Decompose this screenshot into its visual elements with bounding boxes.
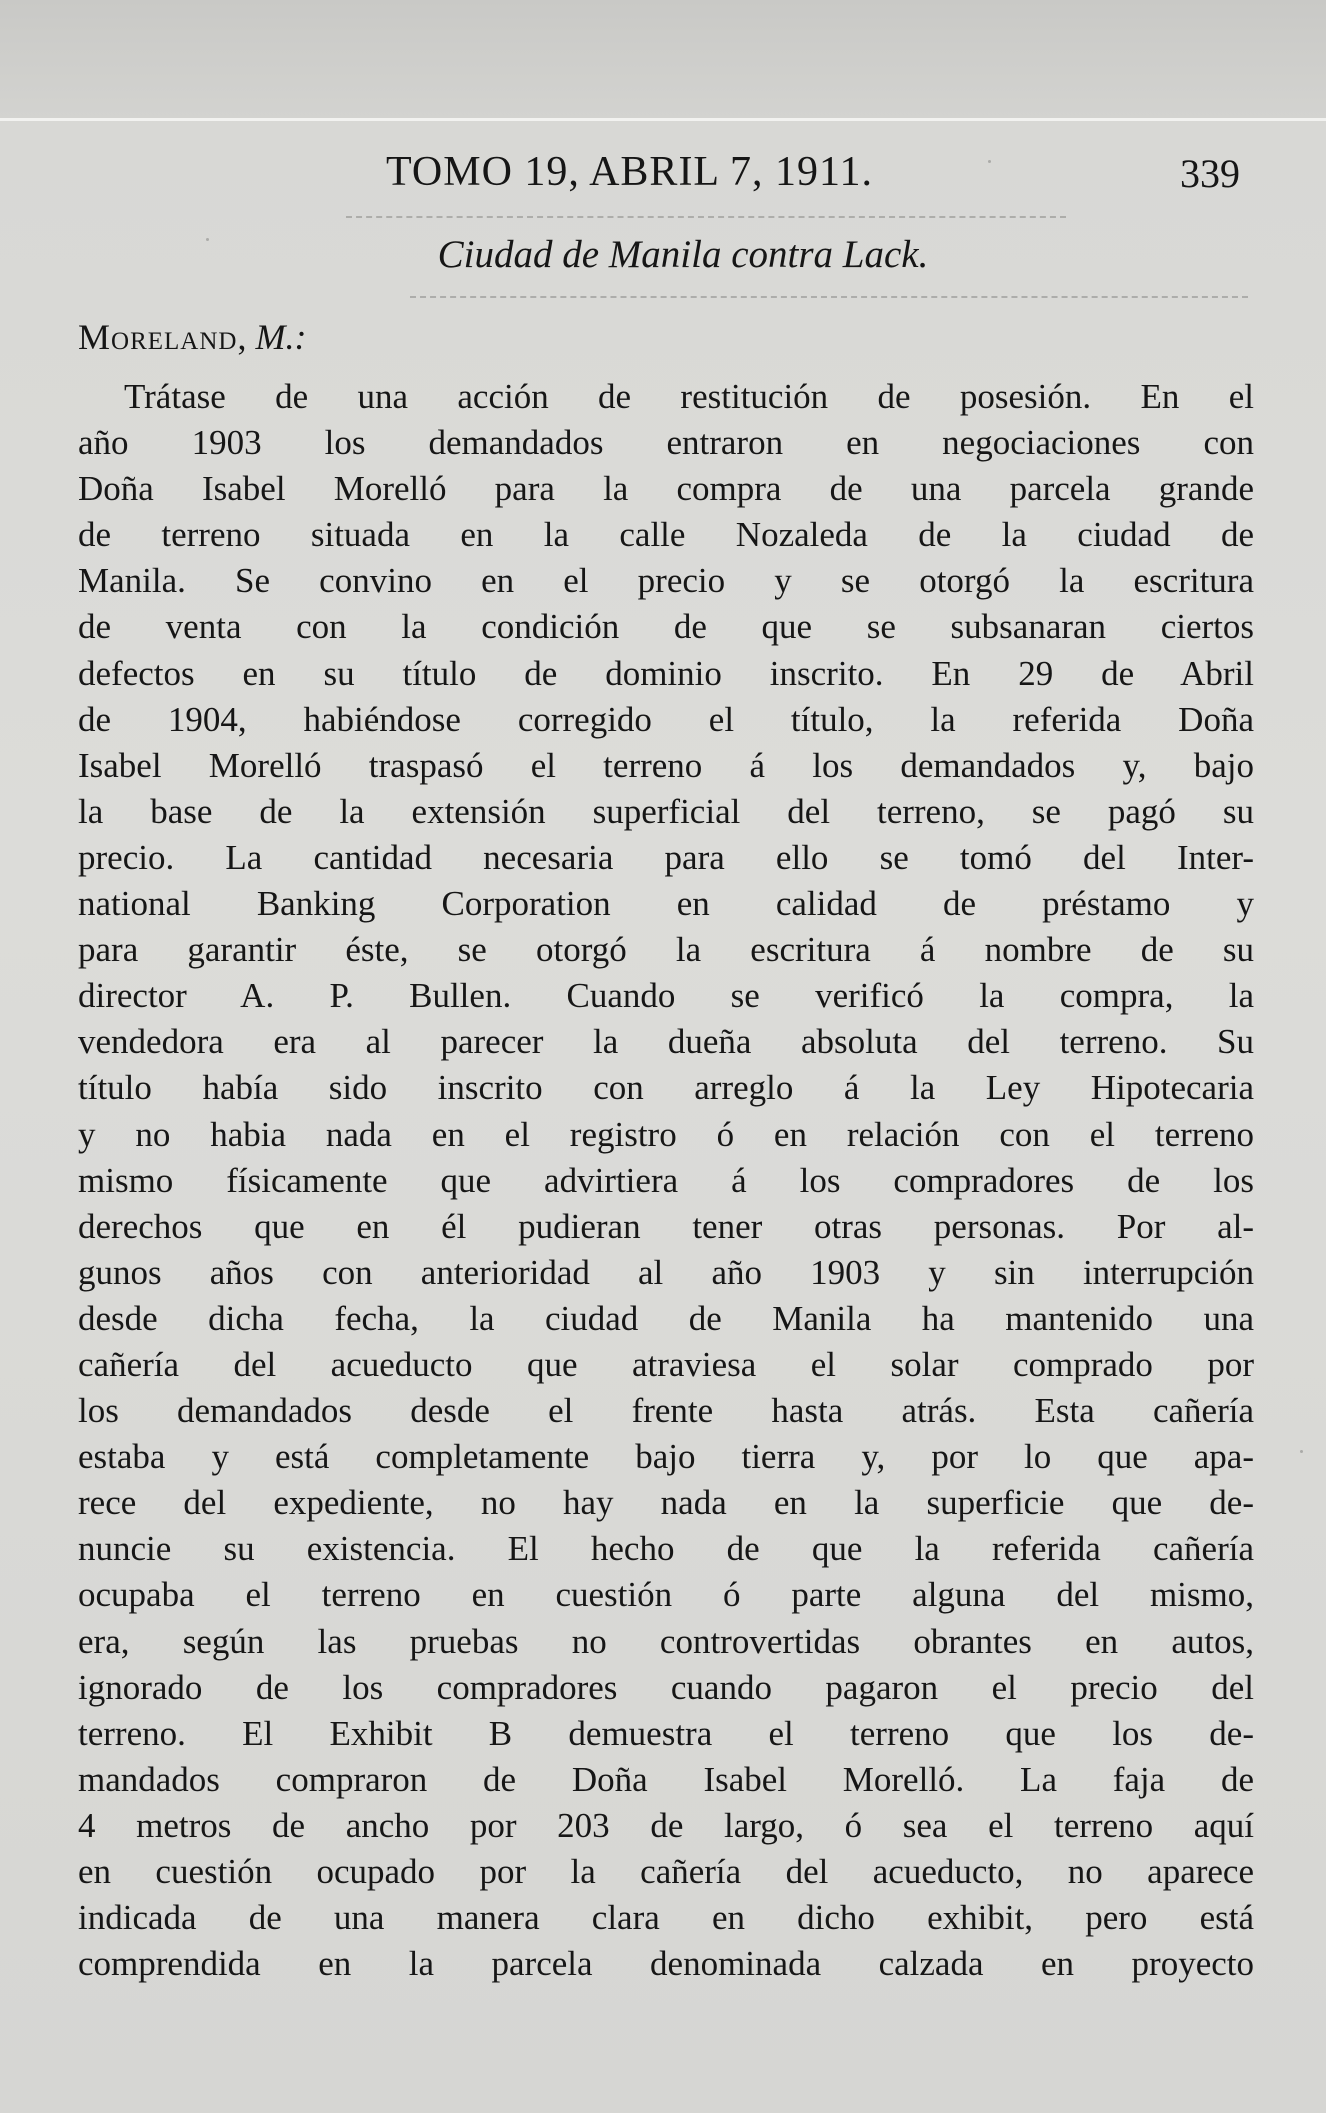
scan-speck bbox=[988, 160, 991, 163]
paragraph-line: mismo físicamente que advirtiera á los compradores de los bbox=[78, 1160, 1254, 1200]
paragraph-line: año 1903 los demandados entraron en negociaciones con bbox=[78, 423, 1254, 463]
paragraph-line: gunos años con anterioridad al año 1903 y sin interrupción bbox=[78, 1252, 1254, 1292]
running-title: TOMO 19, ABRIL 7, 1911. bbox=[386, 149, 873, 195]
paragraph-line: 4 metros de ancho por 203 de largo, ó sea el terreno aquí bbox=[78, 1805, 1254, 1845]
paragraph-line: precio. La cantidad necesaria para ello se tomó del Inter- bbox=[78, 837, 1254, 877]
case-title: Ciudad de Manila contra Lack. bbox=[437, 233, 929, 276]
running-header bbox=[0, 148, 1326, 208]
paragraph-line: Doña Isabel Morelló para la compra de una parcela grande bbox=[78, 469, 1254, 509]
opinion-author: Moreland, M.: bbox=[78, 317, 307, 357]
paragraph-line: desde dicha fecha, la ciudad de Manila ha mantenido una bbox=[78, 1298, 1254, 1338]
author-name: Moreland bbox=[78, 317, 238, 357]
opinion-paragraph bbox=[78, 374, 1254, 1987]
paragraph-line: estaba y está completamente bajo tierra y, por lo que apa- bbox=[78, 1437, 1254, 1477]
header-rule bbox=[346, 216, 1066, 218]
paragraph-line: terreno. El Exhibit B demuestra el terreno que los de- bbox=[78, 1713, 1254, 1753]
paragraph-line: ignorado de los compradores cuando pagaron el precio del bbox=[78, 1667, 1254, 1707]
page-number: 339 bbox=[1180, 151, 1240, 196]
scan-speck bbox=[1300, 1450, 1303, 1453]
paragraph-line: vendedora era al parecer la dueña absoluta del terreno. Su bbox=[78, 1022, 1254, 1062]
paragraph-line: Trátase de una acción de restitución de posesión. En el bbox=[124, 377, 1254, 416]
scan-speck bbox=[206, 238, 209, 241]
paragraph-line: era, según las pruebas no controvertidas obrantes en autos, bbox=[78, 1621, 1254, 1661]
paragraph-line: rece del expediente, no hay nada en la superficie que de- bbox=[78, 1483, 1254, 1523]
author-designation: M.: bbox=[255, 317, 307, 357]
paragraph-line: director A. P. Bullen. Cuando se verificó la compra, la bbox=[78, 976, 1254, 1016]
paragraph-line: de venta con la condición de que se subsanaran ciertos bbox=[78, 607, 1254, 647]
paragraph-line: nuncie su existencia. El hecho de que la referida cañería bbox=[78, 1529, 1254, 1569]
paragraph-line: título había sido inscrito con arreglo á la Ley Hipotecaria bbox=[78, 1068, 1254, 1108]
paragraph-line: comprendida en la parcela denominada calzada en proyecto bbox=[78, 1944, 1254, 1984]
paragraph-line: Manila. Se convino en el precio y se otorgó la escritura bbox=[78, 561, 1254, 601]
paragraph-line: cañería del acueducto que atraviesa el solar comprado por bbox=[78, 1344, 1254, 1384]
paragraph-line: y no habia nada en el registro ó en relación con el terreno bbox=[78, 1114, 1254, 1154]
paragraph-line: los demandados desde el frente hasta atrás. Esta cañería bbox=[78, 1391, 1254, 1431]
paragraph-line: para garantir éste, se otorgó la escritura á nombre de su bbox=[78, 930, 1254, 970]
paragraph-line: derechos que en él pudieran tener otras personas. Por al- bbox=[78, 1206, 1254, 1246]
paragraph-line: Isabel Morelló traspasó el terreno á los demandados y, bajo bbox=[78, 745, 1254, 785]
paragraph-line: de 1904, habiéndose corregido el título, la referida Doña bbox=[78, 699, 1254, 739]
paragraph-line: ocupaba el terreno en cuestión ó parte alguna del mismo, bbox=[78, 1575, 1254, 1615]
paragraph-line: la base de la extensión superficial del terreno, se pagó su bbox=[78, 791, 1254, 831]
title-rule bbox=[410, 296, 1248, 298]
paragraph-line: de terreno situada en la calle Nozaleda de la ciudad de bbox=[78, 515, 1254, 555]
paragraph-line: mandados compraron de Doña Isabel Morelló. La faja de bbox=[78, 1759, 1254, 1799]
paragraph-line: indicada de una manera clara en dicho exhibit, pero está bbox=[78, 1898, 1254, 1938]
paragraph-line: national Banking Corporation en calidad de préstamo y bbox=[78, 884, 1254, 924]
page-top-margin bbox=[0, 0, 1326, 121]
paragraph-line: defectos en su título de dominio inscrito. En 29 de Abril bbox=[78, 653, 1254, 693]
paragraph-line: en cuestión ocupado por la cañería del acueducto, no aparece bbox=[78, 1852, 1254, 1891]
